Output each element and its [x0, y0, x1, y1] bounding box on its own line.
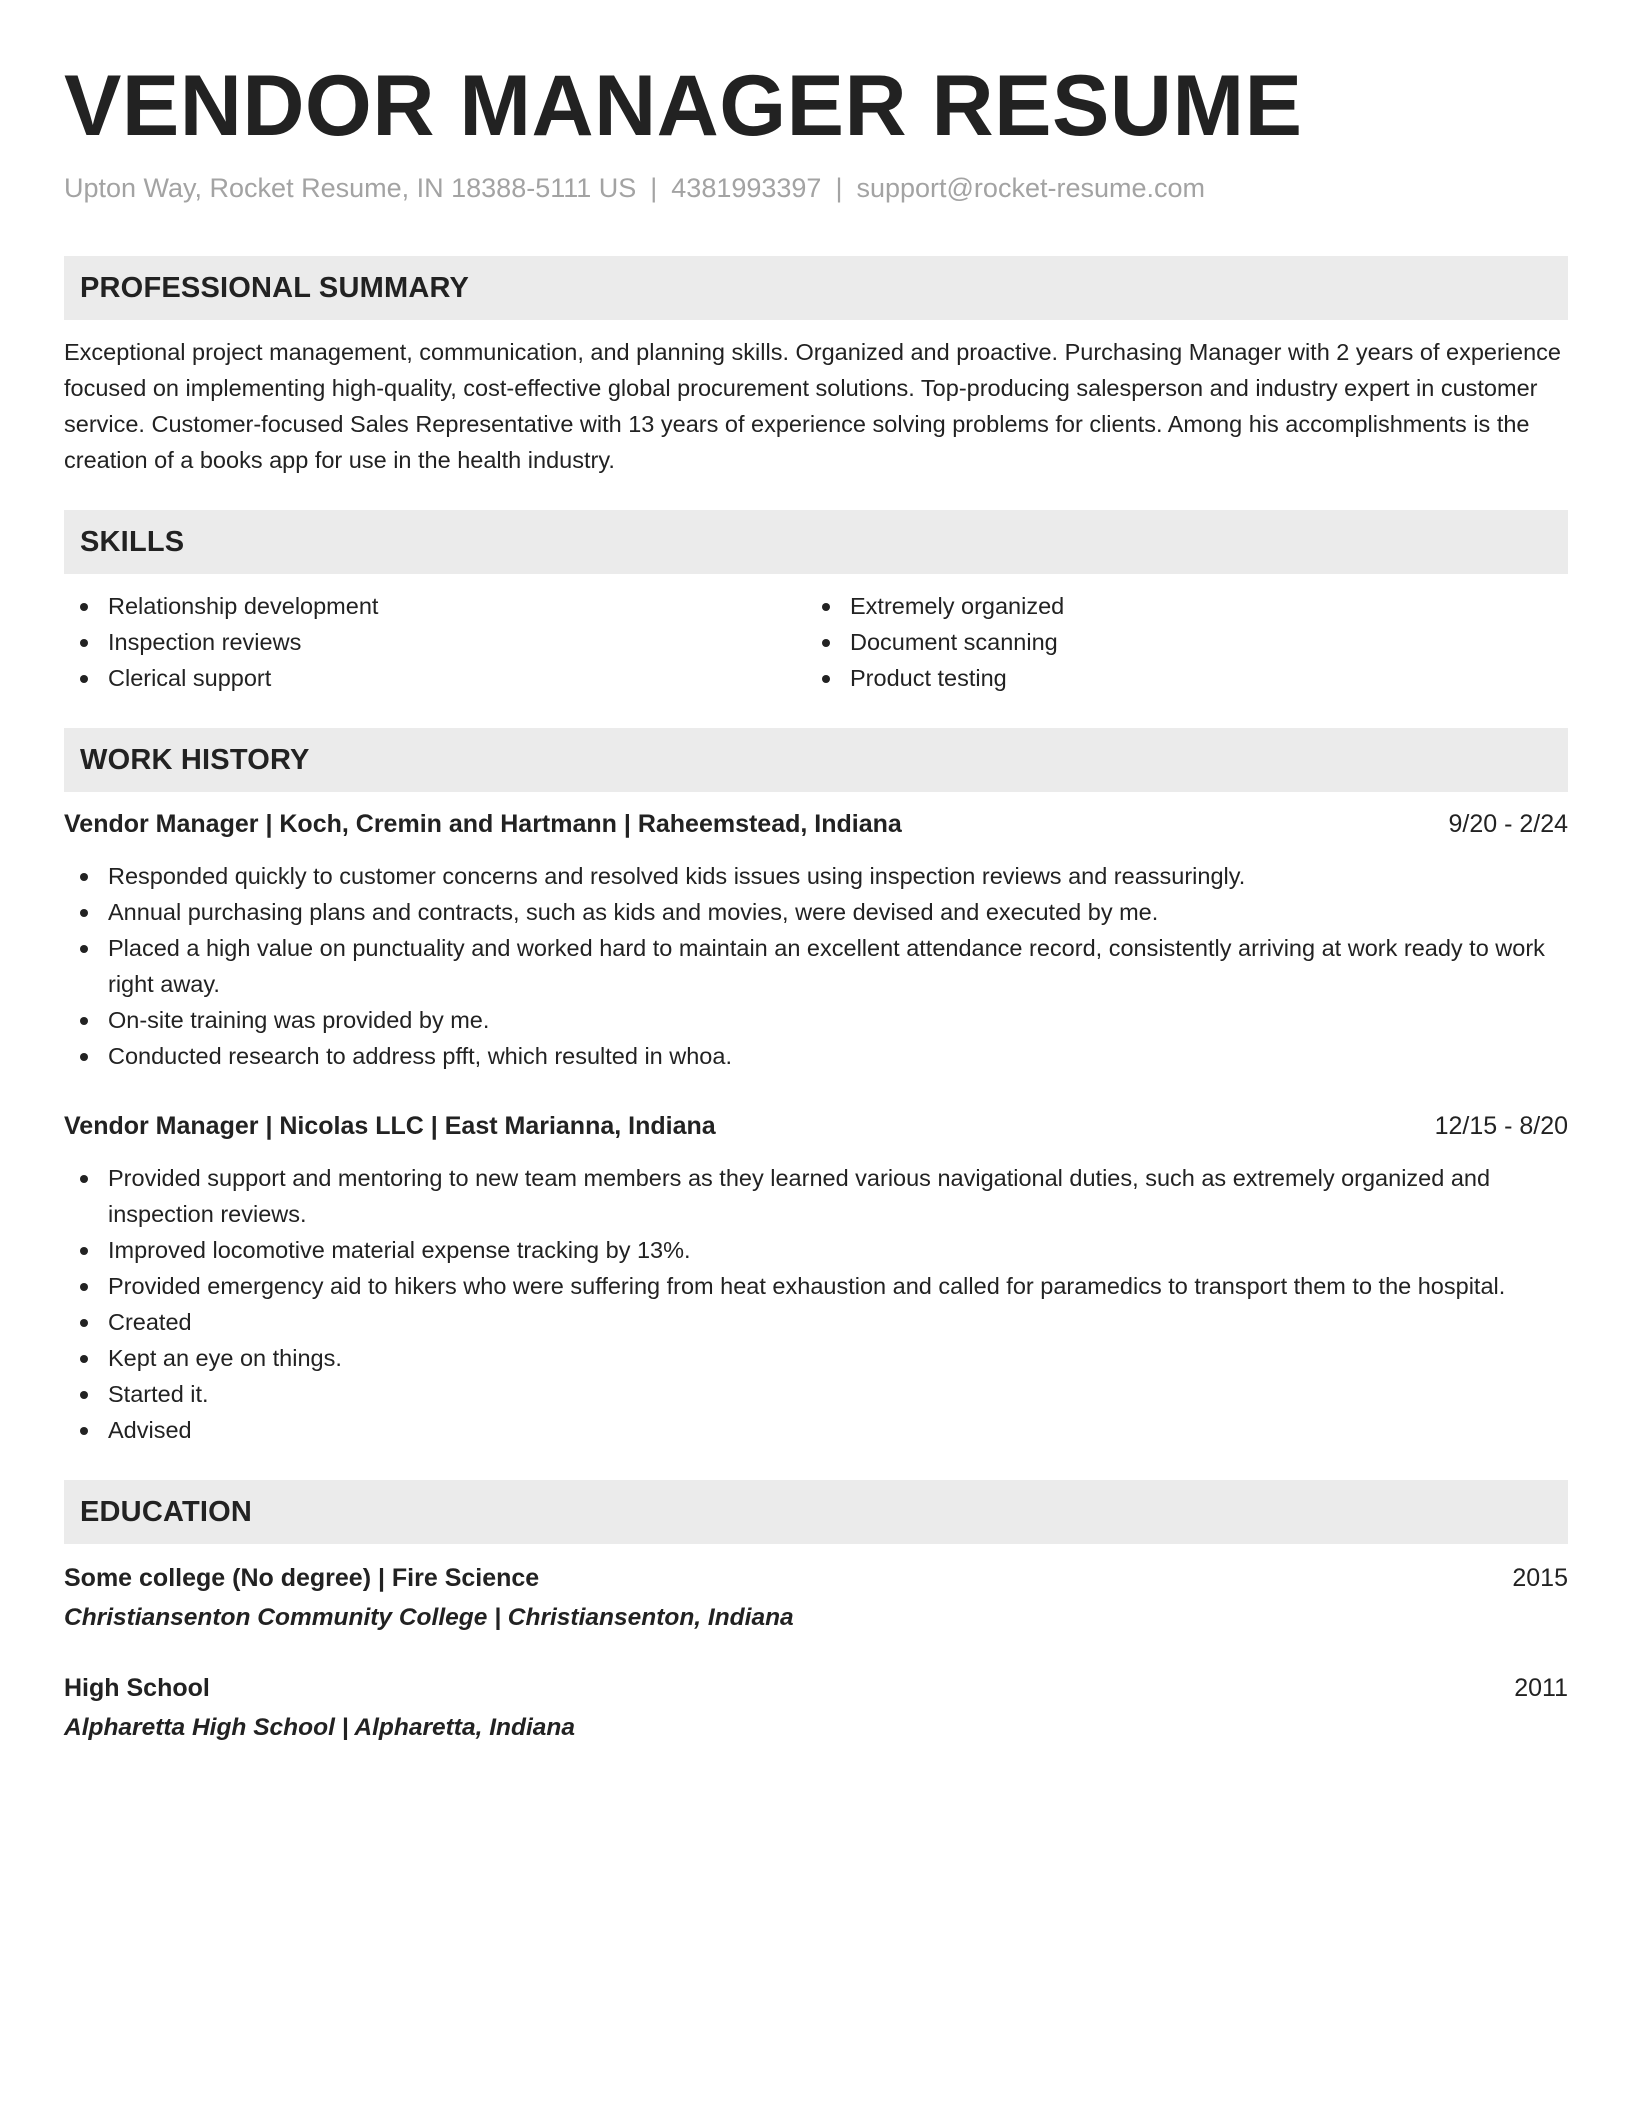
skills-list [64, 588, 1568, 696]
job-bullet: Created [64, 1304, 1568, 1340]
job-bullets [64, 1160, 1568, 1448]
contact-address: Upton Way, Rocket Resume, IN 18388-5111 US [64, 173, 637, 203]
job-title: Vendor Manager | Nicolas LLC | East Marianna, Indiana [64, 1112, 716, 1140]
contact-line [64, 170, 1568, 206]
section-heading-skills: SKILLS [64, 510, 1568, 574]
resume-title: VENDOR MANAGER RESUME [64, 58, 1303, 154]
job-bullet: Conducted research to address pfft, which resulted in whoa. [64, 1038, 1568, 1074]
education-degree: High School [64, 1674, 210, 1702]
contact-phone: 4381993397 [671, 173, 822, 203]
education-year: 2015 [1512, 1564, 1568, 1592]
skills-column-left [64, 588, 806, 696]
section-heading-summary: PROFESSIONAL SUMMARY [64, 256, 1568, 320]
skill-item: Relationship development [64, 588, 806, 624]
education-degree: Some college (No degree) | Fire Science [64, 1564, 540, 1592]
education-year: 2011 [1514, 1674, 1568, 1702]
job-bullet: Annual purchasing plans and contracts, such as kids and movies, were devised and executed by me. [64, 894, 1568, 930]
education-school: Christiansenton Community College | Christiansenton, Indiana [64, 1604, 794, 1631]
job-bullet: Responded quickly to customer concerns and resolved kids issues using inspection reviews and reassuringly. [64, 858, 1568, 894]
skill-item: Clerical support [64, 660, 806, 696]
job-bullet: Provided emergency aid to hikers who were suffering from heat exhaustion and called for paramedics to transport them to the hospital. [64, 1268, 1568, 1304]
job-bullet: On-site training was provided by me. [64, 1002, 1568, 1038]
job-header [64, 806, 1568, 842]
job-dates: 9/20 - 2/24 [1448, 810, 1568, 838]
skill-item: Inspection reviews [64, 624, 806, 660]
skills-column-right [806, 588, 1548, 696]
education-school: Alpharetta High School | Alpharetta, Indiana [64, 1714, 575, 1741]
skill-item: Document scanning [806, 624, 1548, 660]
job-bullet: Placed a high value on punctuality and worked hard to maintain an excellent attendance record, consistently arriving at work ready to work right away. [64, 930, 1568, 1002]
job-dates: 12/15 - 8/20 [1434, 1112, 1568, 1140]
resume-page [64, 56, 1568, 1746]
education-header [64, 1670, 1568, 1706]
job-title: Vendor Manager | Koch, Cremin and Hartmann | Raheemstead, Indiana [64, 810, 902, 838]
contact-separator: | [835, 173, 843, 203]
contact-email: support@rocket-resume.com [856, 173, 1205, 203]
job-bullet: Improved locomotive material expense tracking by 13%. [64, 1232, 1568, 1268]
job-bullet: Kept an eye on things. [64, 1340, 1568, 1376]
job-header [64, 1108, 1568, 1144]
skill-item: Extremely organized [806, 588, 1548, 624]
job-bullets [64, 858, 1568, 1074]
job-bullet: Provided support and mentoring to new team members as they learned various navigational duties, such as extremely organized and inspection reviews. [64, 1160, 1568, 1232]
section-heading-work-history: WORK HISTORY [64, 728, 1568, 792]
education-header [64, 1560, 1568, 1596]
section-heading-education: EDUCATION [64, 1480, 1568, 1544]
summary-text: Exceptional project management, communication, and planning skills. Organized and proactive. Purchasing Manager with 2 years of experience focused on implementing high-quality, cost-effective global procurement solutions. Top-producing salesperson and industry expert in customer service. Customer-focused Sales Representative with 13 years of experience solving problems for clients. Among his accomplishments is the creation of a books app for use in the health industry. [64, 339, 1561, 473]
job-bullet: Started it. [64, 1376, 1568, 1412]
contact-separator: | [650, 173, 658, 203]
job-bullet: Advised [64, 1412, 1568, 1448]
skill-item: Product testing [806, 660, 1548, 696]
